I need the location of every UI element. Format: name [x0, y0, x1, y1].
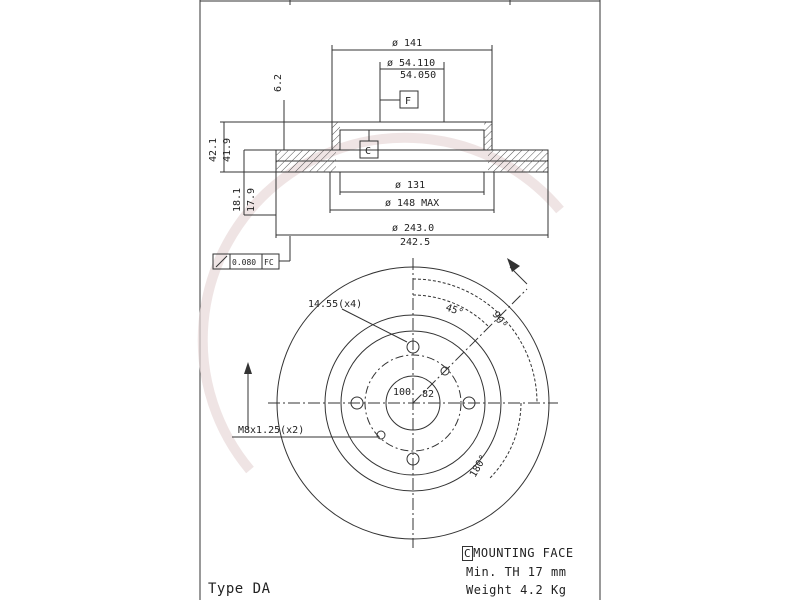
dim-hat-depth: 6.2	[273, 73, 284, 92]
angle-45: 45°	[443, 302, 465, 319]
dim-82: 82	[422, 389, 435, 400]
dim-outer-max: ø 243.0	[392, 223, 435, 234]
dim-outer-ring: ø 141	[392, 38, 423, 49]
min-thickness-note: Min. TH 17 mm	[466, 565, 567, 579]
dim-thickness-max: 18.1	[232, 187, 243, 212]
dim-thread: M8x1.25(x2)	[238, 425, 305, 436]
type-label: Type DA	[208, 581, 271, 597]
section-view	[213, 45, 548, 269]
dim-bore-max: ø 54.110	[387, 58, 436, 69]
angle-90: 90°	[489, 309, 509, 331]
mounting-face-note	[462, 546, 574, 560]
datum-c: C	[365, 146, 372, 157]
datum-f: F	[405, 96, 412, 107]
frame	[200, 0, 600, 600]
dim-holes: 14.55(x4)	[308, 299, 363, 310]
mounting-face-text: MOUNTING FACE	[473, 546, 574, 560]
dim-height-max: 42.1	[208, 137, 219, 162]
dim-bore-min: 54.050	[400, 70, 437, 81]
weight-note: Weight 4.2 Kg	[466, 583, 567, 597]
dim-height-min: 41.9	[222, 137, 233, 162]
dim-100: 100	[393, 387, 412, 398]
tolerance-ref: FC	[264, 258, 274, 267]
dim-outer-min: 242.5	[400, 237, 431, 248]
tolerance-value: 0.080	[232, 258, 257, 267]
dim-hat-max: ø 148 MAX	[385, 198, 440, 209]
angle-180: 180°	[468, 453, 490, 480]
dim-thickness-min: 17.9	[246, 187, 257, 212]
front-view	[232, 258, 558, 548]
dim-inner: ø 131	[395, 180, 426, 191]
mounting-face-box: C	[464, 547, 472, 560]
